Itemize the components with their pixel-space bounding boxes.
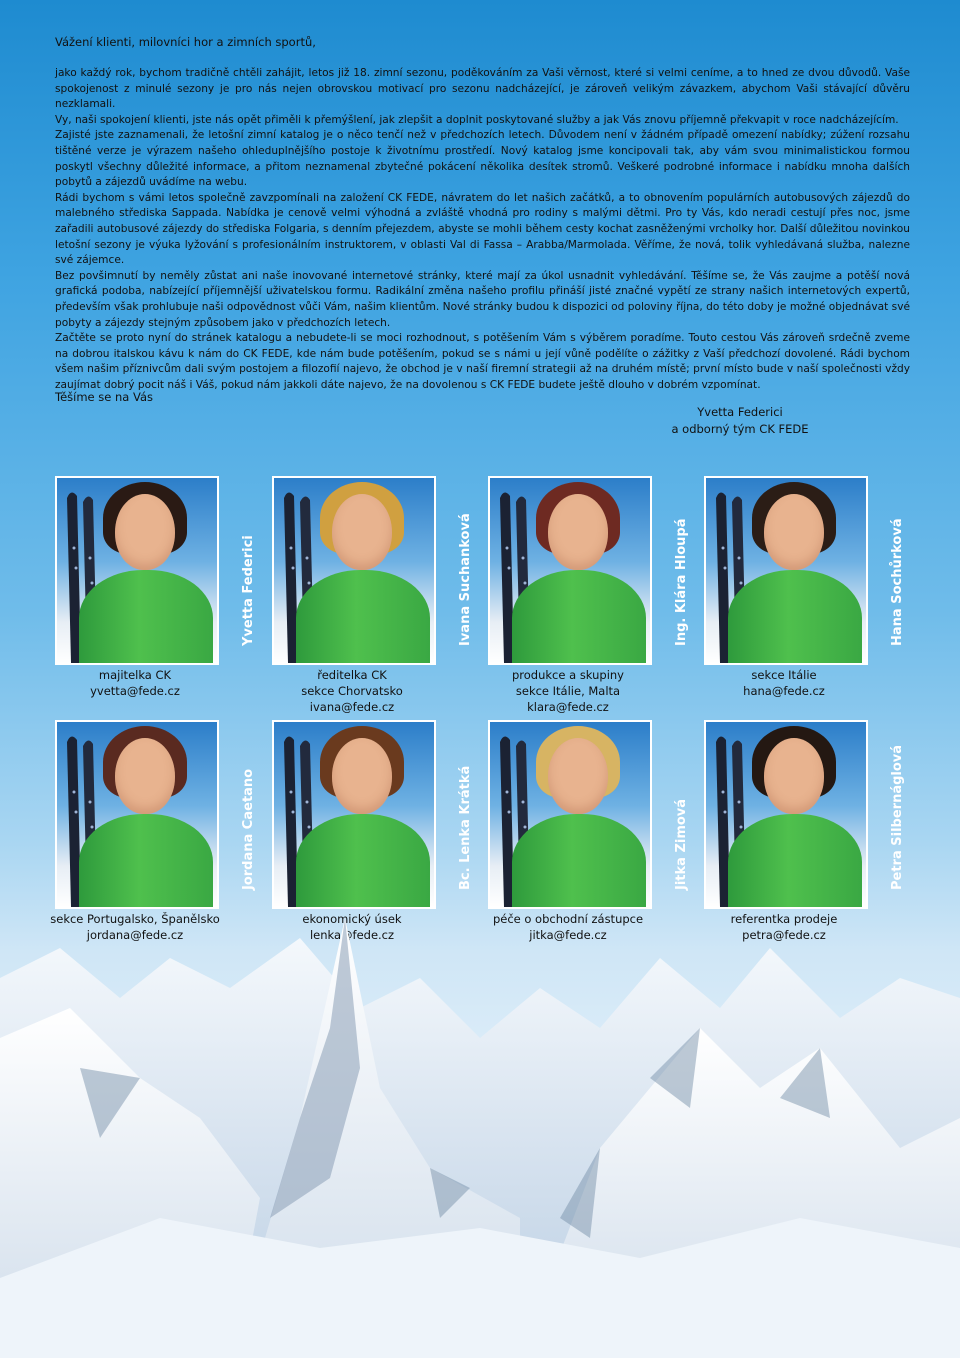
jacket-shape — [296, 814, 430, 909]
jacket-shape — [728, 570, 862, 665]
face-shape — [115, 738, 175, 814]
letter-paragraph: Rádi bychom s vámi letos společně zavzpomínali na založení CK FEDE, návratem do let našich začátků, a to obnovením populárních autobusových zájezdů do malebného střediska Sappada. Nabídka je cenově velmi výhodná a zvláště vhodná pro rodiny s malými dětmi. Pro ty Vás, kdo neradi cestují přes noc, jsme zařadili autobusové zájezdy do střediska Folgaria, s denním přejezdem, abyste se mohli během cesty kochat zasněženými vrcholky hor. Další důležitou novinkou letošní sezony je výuka lyžování s profesionálním instruktorem, v oblasti Val di Fassa – Arabba/Marmolada. Věříme, že nová, tolik vyhledávaná služba, nalezne své zájemce. — [55, 191, 910, 267]
team-card — [55, 476, 273, 716]
face-shape — [764, 494, 824, 570]
team-member-name: Ing. Klára Hloupá — [674, 518, 689, 646]
team-member-role: produkce a skupiny — [512, 668, 624, 682]
letter-paragraph: Bez povšimnutí by neměly zůstat ani naše inovované internetové stránky, které mají za úkol usnadnit vyhledávání. Těšíme se, že Vás zaujme a potěší nová grafická podoba, nabízející příjemnější uživatelskou formu. Radikální změna našeho profilu přináší jisté značné vypětí ze strany našich internetových expertů, především však prohlubuje naši odpovědnost vůči Vám, našim klientům. Nové stránky budou k dispozici od poloviny října, do této doby je možné objednávat své pobyty a zájezdy stejným způsobem jako v předchozích letech. — [55, 269, 910, 329]
person-photo-icon — [272, 476, 436, 665]
team-member-email: yvetta@fede.cz — [90, 684, 180, 698]
team-member-role: ekonomický úsek — [302, 912, 402, 926]
letter-paragraph: Zajisté jste zaznamenali, že letošní zimní katalog je o něco tenčí než v předchozích letech. Důvodem není v žádném případě omezení nabídky; zúžení rozsahu tištěné verze je výrazem našeho ohleduplnějšího postoje k životnímu prostředí. Nový katalog jsme koncipovali tak, aby vám svou minimalistickou formou poskytl všechny důležité informace, a přitom neznamenal zbytečné pokácení několika desítek stromů. Veškeré podrobné informace i nabídku mnoha dalších pobytů a zájezdů uvádíme na webu. — [55, 129, 910, 189]
signature — [660, 404, 820, 438]
face-shape — [764, 738, 824, 814]
team-member-role: sekce Itálie — [751, 668, 817, 682]
face-shape — [548, 494, 608, 570]
team-member-name: Ivana Suchanková — [458, 513, 473, 646]
team-member-email: jordana@fede.cz — [86, 928, 184, 942]
jacket-shape — [79, 570, 213, 665]
person-photo-icon — [704, 720, 868, 909]
team-member-name: Hana Sochůrková — [890, 518, 905, 646]
team-member-name: Yvetta Federici — [241, 535, 256, 646]
letter-body — [55, 66, 910, 393]
team-member-role: referentka prodeje — [730, 912, 838, 926]
jacket-shape — [512, 570, 646, 665]
person-photo-icon — [704, 476, 868, 665]
team-member-name: Jitka Zimová — [674, 798, 689, 890]
team-member-email: klara@fede.cz — [527, 700, 609, 714]
team-member-role2: sekce Itálie, Malta — [515, 684, 621, 698]
team-card — [704, 476, 922, 716]
jacket-shape — [296, 570, 430, 665]
signature-name: Yvetta Federici — [697, 405, 783, 419]
face-shape — [332, 738, 392, 814]
letter-paragraph: Začtěte se proto nyní do stránek katalogu a nebudete-li se moci rozhodnout, s potěšením Vám s výběrem poradíme. Touto cestou Vás zároveň srdečně zveme na dobrou italskou kávu k nám do CK FEDE, kde nám bude potěšením, pokud se s námi u její vůně podělíte o zážitky z Vaší předchozí dovolené. Rádi bychom všem našim příznivcům dali svým postojem a filozofií najevo, že obchod je v naší firemní strategii až na druhém místě; první místo bude v naší společnosti vždy zaujímat dobrý pocit náš i Váš, pokud nám jakkoli dáte najevo, že na dovolenou s CK FEDE budete ještě dlouho v dobrém vzpomínat. — [55, 332, 910, 391]
face-shape — [115, 494, 175, 570]
team-member-email: lenka@fede.cz — [309, 928, 395, 942]
face-shape — [332, 494, 392, 570]
team-member-role2: sekce Chorvatsko — [301, 684, 403, 698]
team-member-name: Jordana Caetano — [241, 768, 256, 890]
team-member-name: Bc. Lenka Krátká — [458, 765, 473, 890]
person-photo-icon — [488, 720, 652, 909]
face-shape — [548, 738, 608, 814]
team-member-email: petra@fede.cz — [742, 928, 826, 942]
person-photo-icon — [272, 720, 436, 909]
signature-team: a odborný tým CK FEDE — [671, 422, 809, 436]
jacket-shape — [79, 814, 213, 909]
team-member-email: jitka@fede.cz — [529, 928, 607, 942]
person-photo-icon — [488, 476, 652, 665]
person-photo-icon — [55, 720, 219, 909]
letter-paragraph: Vy, naši spokojení klienti, jste nás opět přiměli k přemýšlení, jak zlepšit a doplnit poskytované služby a jak Vás znovu příjemně překvapit v roce nadcházejícím. — [55, 113, 899, 126]
mountain-panorama — [0, 918, 960, 1358]
team-member-name: Petra Silbernáglová — [890, 744, 905, 890]
letter-paragraph: jako každý rok, bychom tradičně chtěli zahájit, letos již 18. zimní sezonu, poděkováním za Vaši věrnost, které si velmi ceníme, a to hned ze dvou důvodů. Vaše spokojenost z minulé sezony je pro nás nejen obrovskou motivací pro sezonu nadcházející, je zároveň velikým závazkem, abychom Vaši stávající důvěru nezklamali. — [55, 67, 910, 111]
team-member-role: péče o obchodní zástupce — [492, 912, 644, 926]
jacket-shape — [728, 814, 862, 909]
glacier-valley — [0, 1218, 960, 1358]
greeting: Vážení klienti, milovníci hor a zimních sportů, — [55, 35, 316, 49]
team-member-role: ředitelka CK — [317, 668, 387, 682]
team-member-email: ivana@fede.cz — [309, 700, 395, 714]
team-member-role: majitelka CK — [98, 668, 172, 682]
person-photo-icon — [55, 476, 219, 665]
jacket-shape — [512, 814, 646, 909]
closing: Těšíme se na Vás — [55, 390, 153, 404]
team-member-email: hana@fede.cz — [743, 684, 825, 698]
team-member-role: sekce Portugalsko, Španělsko — [50, 912, 220, 926]
